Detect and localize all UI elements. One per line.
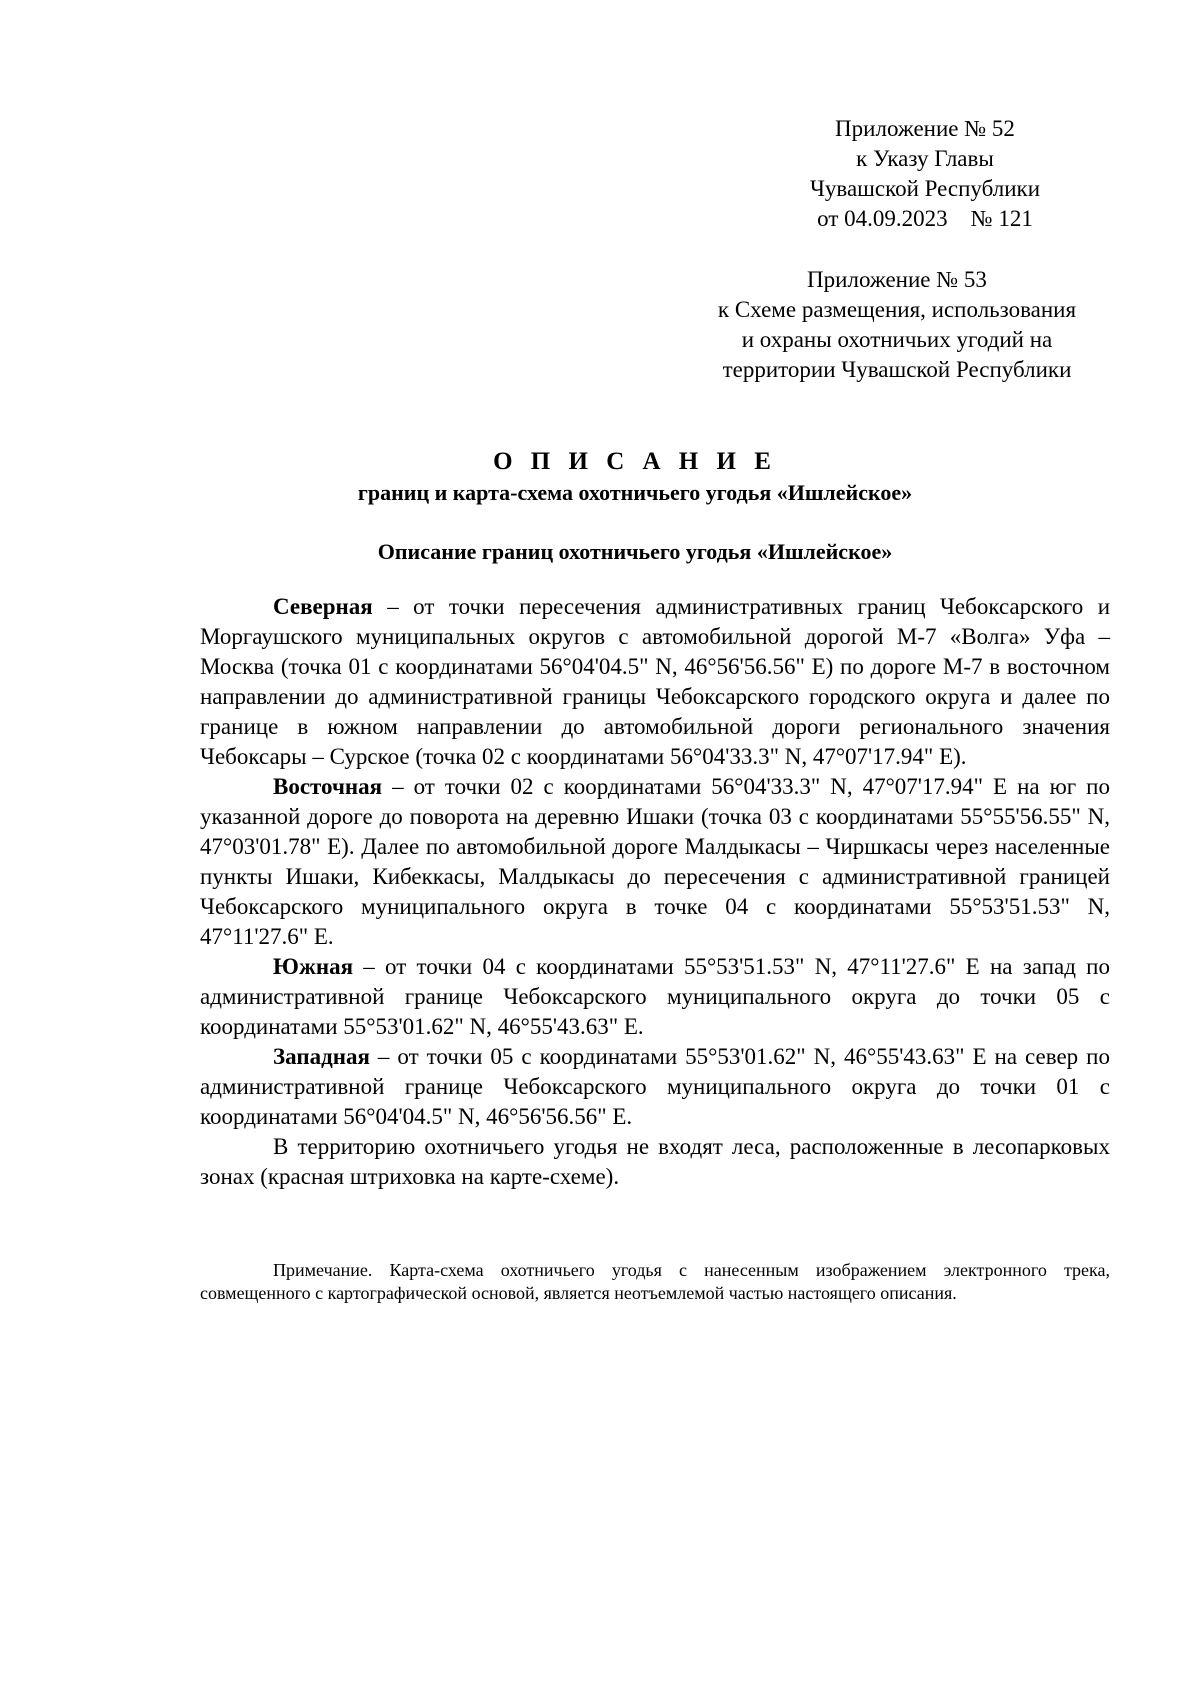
boundary-paragraph-west	[200, 1042, 1110, 1132]
boundary-label-south: Южная	[273, 954, 354, 979]
boundary-label-north: Северная	[273, 594, 373, 619]
appendix-52-decree: к Указу Главы	[856, 146, 994, 171]
exclusion-paragraph: В территорию охотничьего угодья не входят леса, расположенные в лесопарковых зонах (красная штриховка на карте-схеме).	[200, 1134, 1110, 1189]
boundary-paragraph-east	[200, 772, 1110, 952]
note-block	[200, 1259, 1110, 1305]
appendix-52-date: от 04.09.2023 № 121	[817, 206, 1033, 231]
boundary-paragraph-south	[200, 952, 1110, 1042]
note-paragraph: Примечание. Карта-схема охотничьего угодья с нанесенным изображением электронного трека, совмещенного с картографической основой, является неотъемлемой частью настоящего описания.	[200, 1260, 1110, 1303]
boundary-paragraph-north	[200, 592, 1110, 772]
boundary-text-east: – от точки 02 с координатами 56°04'33.3" N, 47°07'17.94" E на юг по указанной дороге до поворота на деревню Ишаки (точка 03 с координатами 55°55'56.55" N, 47°03'01.78" E). Далее по автомобильной дороге Малдыкасы – Чиршкасы через населенные пункты Ишаки, Кибеккасы, Малдыкасы до пересечения с административной границей Чебоксарского муниципального округа в точке 04 с координатами 55°53'51.53" N, 47°11'27.6" E.	[200, 774, 1110, 949]
appendix-53-number: Приложение № 53	[807, 267, 987, 292]
section-title: Описание границ охотничьего угодья «Ишлейское»	[377, 539, 893, 564]
boundary-label-east: Восточная	[273, 774, 383, 799]
boundary-text-west: – от точки 05 с координатами 55°53'01.62" N, 46°55'43.63" E на север по административной границе Чебоксарского муниципального округа до точки 01 с координатами 56°04'04.5" N, 46°56'56.56" E.	[200, 1044, 1110, 1129]
appendix-52-block	[760, 114, 1090, 234]
boundary-description	[200, 592, 1110, 1192]
boundary-text-north: – от точки пересечения административных границ Чебоксарского и Моргаушского муниципальных округов с автомобильной дорогой М-7 «Волга» Уфа – Москва (точка 01 с координатами 56°04'04.5" N, 46°56'56.56" E) по дороге М-7 в восточном направлении до административной границы Чебоксарского городского округа и далее по границе в южном направлении до автомобильной дороги регионального значения Чебоксары – Сурское (точка 02 с координатами 56°04'33.3" N, 47°07'17.94" E).	[200, 594, 1110, 769]
appendix-53-protection: и охраны охотничьих угодий на	[741, 327, 1053, 352]
appendix-53-block	[692, 265, 1102, 385]
appendix-52-number: Приложение № 52	[835, 116, 1015, 141]
document-subtitle: границ и карта-схема охотничьего угодья «Ишлейское»	[357, 480, 913, 505]
boundary-label-west: Западная	[273, 1044, 370, 1069]
appendix-53-scheme: к Схеме размещения, использования	[717, 297, 1077, 322]
appendix-52-republic: Чувашской Республики	[809, 176, 1041, 201]
appendix-53-territory: территории Чувашской Республики	[722, 357, 1072, 382]
boundary-text-south: – от точки 04 с координатами 55°53'51.53" N, 47°11'27.6" E на запад по административной границе Чебоксарского муниципального округа до точки 05 с координатами 55°53'01.62" N, 46°55'43.63" E.	[200, 954, 1110, 1039]
document-title: О П И С А Н И Е	[493, 448, 777, 475]
